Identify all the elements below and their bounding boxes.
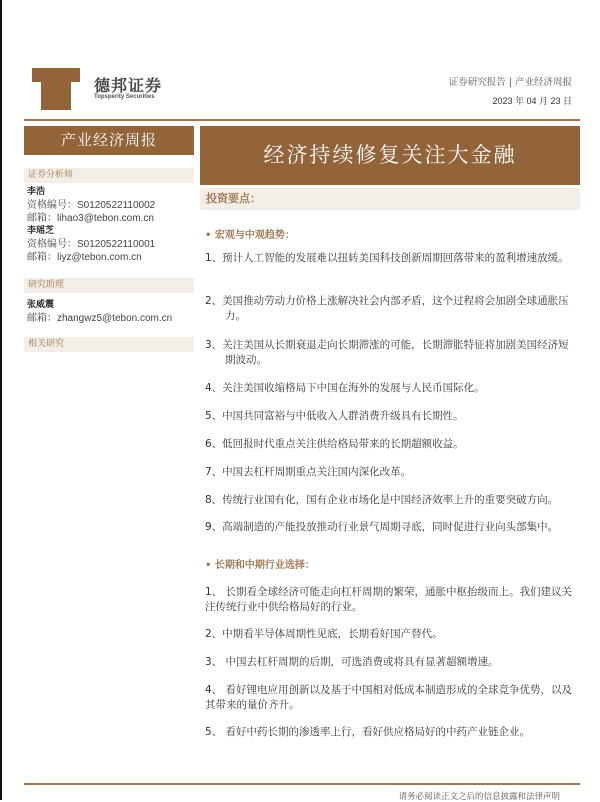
list-item: 8、传统行业国有化，国有企业市场化是中国经济效率上升的重要突破方向。 xyxy=(205,494,559,506)
list-item: 6、低回报时代重点关注供给格局带来的长期超额收益。 xyxy=(205,438,464,450)
report-type: 证券研究报告 | 产业经济周报 xyxy=(448,77,572,88)
list-item: 2、美国推动劳动力价格上涨解决社会内部矛盾，这个过程将会加剧全球通胀压力。 xyxy=(205,295,569,322)
assistant-info xyxy=(27,299,172,325)
analyst-email: 邮箱：lihao3@tebon.com.cn xyxy=(27,213,154,224)
disclaimer: 请务必阅读正文之后的信息披露和法律声明 xyxy=(398,792,560,802)
analyst-cert: 资格编号：S0120522110002 xyxy=(27,200,156,211)
analyst-name: 李浩 xyxy=(27,187,46,197)
related-research-label: 相关研究 xyxy=(24,337,194,352)
list-item: 5、 看好中药长期的渗透率上行，看好供应格局好的中药产业链企业。 xyxy=(205,726,531,738)
brand-name-en: Topsperity Securities xyxy=(94,94,155,100)
section-heading: • 长期和中期行业选择： xyxy=(205,556,315,571)
analyst-cert: 资格编号：S0120522110001 xyxy=(27,239,156,250)
analyst-name: 李瑶芝 xyxy=(27,226,55,236)
list-item: 9、高端制造的产能投放推动行业景气周期寻底，同时促进行业向头部集中。 xyxy=(205,521,559,533)
key-points-label: 投资要点： xyxy=(200,188,580,210)
list-item: 3、关注美国从长期衰退走向长期滞涨的可能，长期滞胀特征将加剧美国经济短期波动。 xyxy=(205,339,569,366)
analyst-email: 邮箱：liyz@tebon.com.cn xyxy=(27,252,142,263)
analyst-list xyxy=(27,186,155,264)
report-date: 2023 年 04 月 23 日 xyxy=(492,96,572,106)
page-title: 经济持续修复关注大金融 xyxy=(200,126,580,185)
list-item: 2、中期看半导体周期性见底，长期看好国产替代。 xyxy=(205,628,443,640)
analysts-label: 证券分析师 xyxy=(24,168,194,183)
category-box: 产业经济周报 xyxy=(24,126,194,155)
list-item: 7、中国去杠杆周期重点关注国内深化改革。 xyxy=(205,466,412,478)
section-heading: • 宏观与中观趋势： xyxy=(205,226,295,241)
list-item: 1、 长期看全球经济可能走向杠杆周期的繁荣，通胀中枢抬级而上。我们建议关注传统行业中供给格局好的行业。 xyxy=(205,586,573,613)
company-logo xyxy=(32,68,80,110)
assistant-email: 邮箱：zhangwz5@tebon.com.cn xyxy=(27,313,173,324)
list-item: 1、预计人工智能的发展难以扭转美国科技创新周期回落带来的盈利增速放缓。 xyxy=(205,252,569,264)
footer-divider xyxy=(24,783,580,785)
brand-name: 德邦证券 xyxy=(94,76,163,95)
assistant-name: 张威震 xyxy=(27,300,55,310)
header-divider xyxy=(24,119,580,121)
assistant-label: 研究助理 xyxy=(24,278,194,293)
list-item: 4、 看好锂电应用创新以及基于中国相对低成本制造形成的全球竞争优势，以及其带来的量价齐升。 xyxy=(205,684,573,711)
list-item: 4、关注美国收缩格局下中国在海外的发展与人民币国际化。 xyxy=(205,382,485,394)
list-item: 5、中国共同富裕与中低收入人群消费升级具有长期性。 xyxy=(205,410,464,422)
list-item: 3、 中国去杠杆周期的后期，可选消费或将具有显著超额增速。 xyxy=(205,656,499,668)
